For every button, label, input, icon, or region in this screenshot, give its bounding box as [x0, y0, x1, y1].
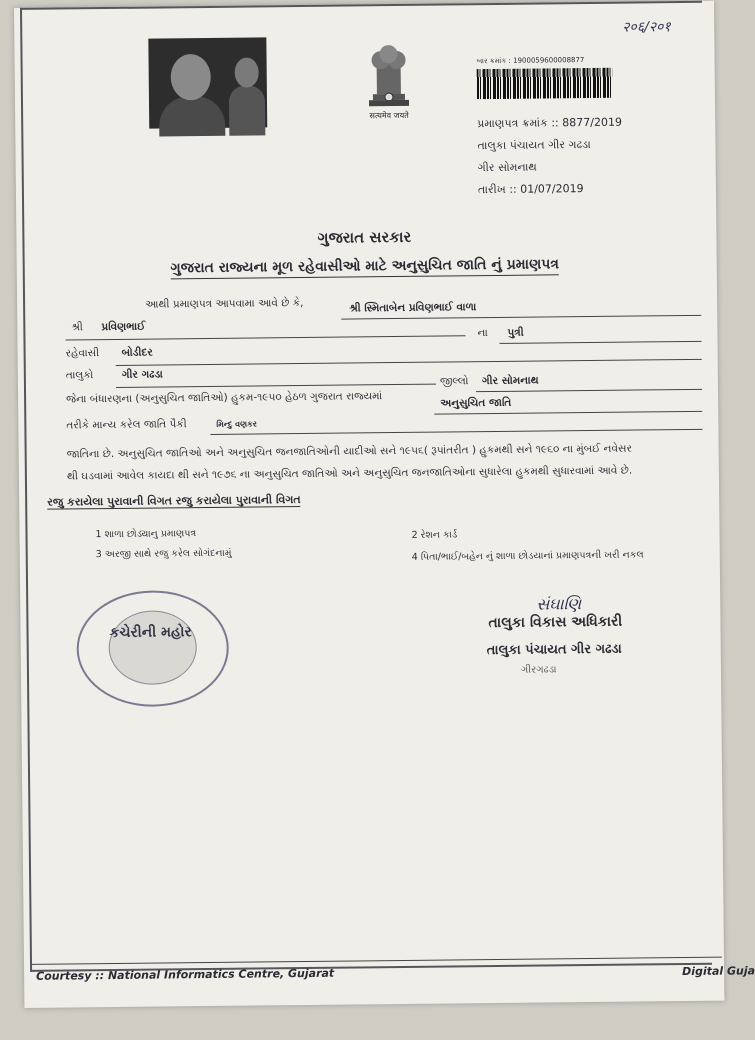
intro-text: આથી પ્રમાણપત્ર આપવામા આવે છે કે,	[145, 296, 304, 311]
government-heading: ગુજરાત સરકાર	[317, 227, 412, 247]
emblem-icon	[358, 38, 419, 115]
footer-divider	[32, 957, 722, 965]
issuing-district: ગીર સોમનાથ	[477, 160, 537, 175]
emblem-motto: सत्यमेव जयते	[369, 110, 409, 121]
footer-courtesy: Courtesy :: National Informatics Centre, Gujarat	[36, 966, 335, 983]
legal-paragraph: જાતિના છે. અનુસુચિત જાતિઓ અને અનુસુચિત જનજાતિઓની યાદીઓ સને ૧૯૫૬( રૂપાંતરીત ) હુકમથી સને ૧૯૬૦ ના મુંબઈ નવેસર થી ઘડવામાં આવેલ કાયદા થી સને ૧૯૭૬ ના અનુસુચિત જાતિઓ અને અનુસુચિત જનજાતિઓના સુધારેલા હુકમથી સુધારવામાં આવે છે.	[66, 442, 633, 483]
taluka-label: તાલુકો	[65, 369, 94, 382]
resident-label: રહેવાસી	[65, 347, 100, 360]
father-name: પ્રવિણભાઈ	[101, 320, 146, 334]
evidence-item: 2 રેશન કાર્ડ	[411, 529, 458, 541]
caste-value: મિન્દુ વણકર	[216, 419, 257, 429]
relation: પુત્રી	[507, 326, 524, 339]
handwritten-ref: २०६/२०१	[622, 19, 671, 36]
certificate-page	[14, 1, 755, 1008]
shri-label: શ્રી	[71, 321, 83, 334]
order-text: જેના બંધારણના (અનુસુચિત જાતિઓ) હુકમ-૧૯૫૦ હેઠળ ગુજરાત રાજ્યમાં	[66, 390, 383, 406]
certificate-title: ગુજરાત રાજ્યના મૂળ રહેવાસીઓ માટે અનુસુચિત જાતિ નું પ્રમાણપત્ર	[25, 255, 705, 278]
evidence-item: 4 પિતા/ભાઈ/બહેન નું શાળા છોડયાનાં પ્રમાણપત્રની ખરી નકલ	[411, 549, 644, 563]
evidence-item: 1 શાળા છોડ્યાનુ પ્રમાણપત્ર	[95, 528, 197, 541]
officer-office: તાલુકા પંચાયત ગીર ગઢડા	[486, 641, 622, 659]
certificate-number: પ્રમાણપત્ર ક્રમાંક :: 8877/2019	[477, 115, 622, 131]
resident-village: બોડીદર	[121, 346, 153, 359]
barcode-number: બાર ક્રમાંક : 1900059600008877	[476, 56, 585, 66]
issue-date: તારીખ :: 01/07/2019	[477, 182, 584, 197]
holder-name: શ્રી સ્મિતાબેન પ્રવિણભાઈ વાળા	[349, 301, 477, 315]
officer-title: તાલુકા વિકાસ અધિકારી	[488, 613, 623, 632]
footer-digital: Digital Guja	[682, 964, 755, 979]
district-value: ગીર સોમનાથ	[481, 374, 539, 388]
evidence-heading: રજુ કરાયેલા પુરાવાની વિગત રજુ કરાયેલા પુરાવાની વિગત	[47, 493, 301, 509]
seal-text: કચેરીની મહોર	[109, 624, 192, 642]
applicant-photo	[148, 37, 267, 128]
recognized-label: તરીકે માન્ય કરેલ જાતિ પૈકી	[66, 418, 187, 432]
officer-place: ગીરગઢડા	[520, 664, 557, 676]
page-border	[20, 1, 755, 983]
na-label: ના	[477, 327, 488, 340]
category-value: અનુસુચિત જાતિ	[440, 396, 512, 410]
taluka-value: ગીર ગઢડા	[121, 368, 163, 381]
issuing-office: તાલુકા પંચાયત ગીર ગઢડા	[477, 137, 591, 153]
district-label: જીલ્લો	[439, 375, 469, 388]
barcode	[477, 68, 613, 99]
office-seal	[76, 590, 229, 708]
evidence-item: 3 અરજી સાથે રજુ કરેલ સોગંદનામું	[95, 547, 232, 561]
officer-signature: સંઘાણિ	[536, 594, 582, 614]
